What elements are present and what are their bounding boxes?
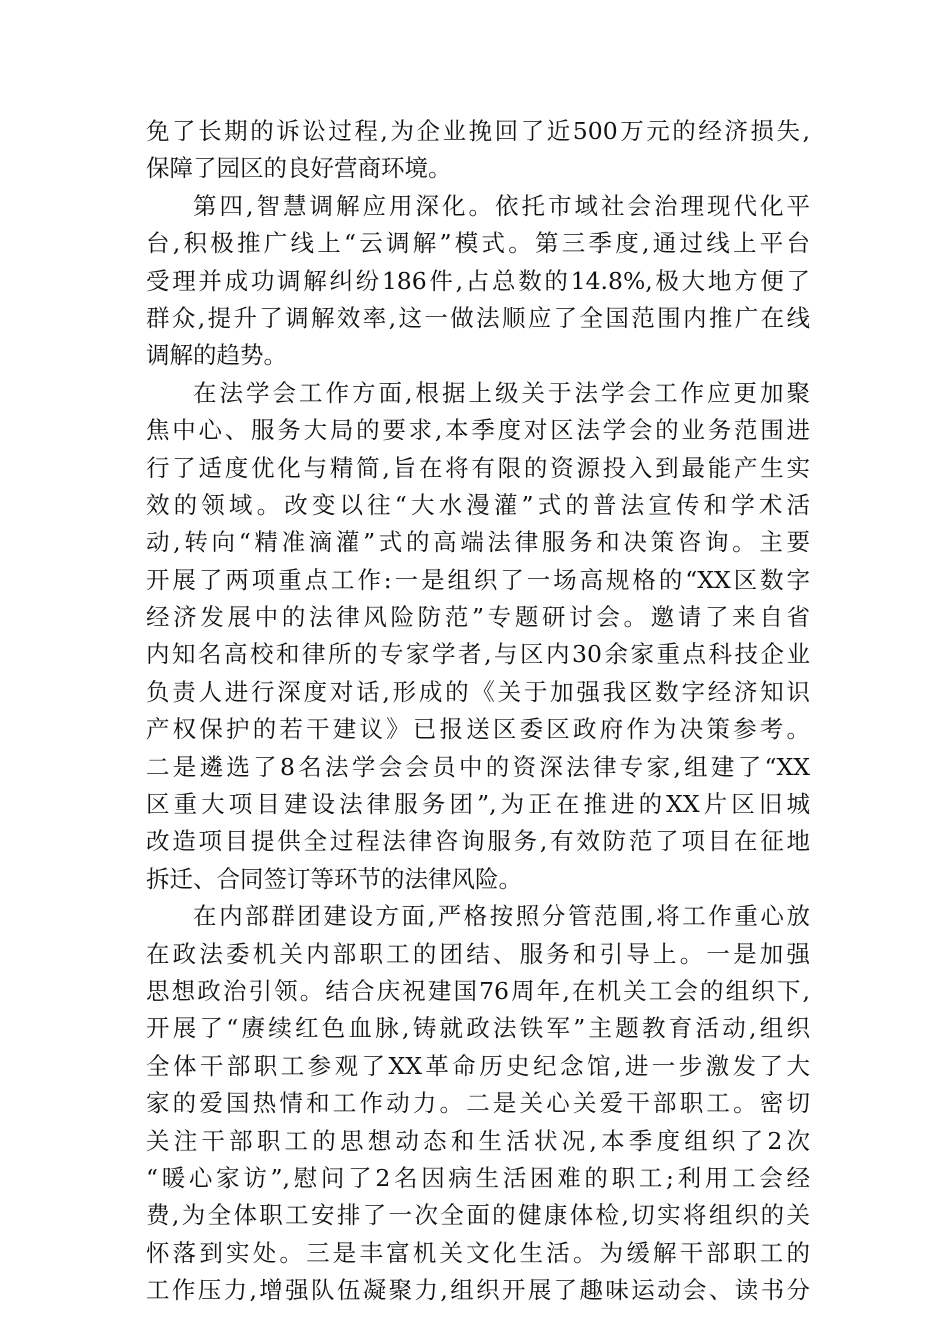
text-line: 全体干部职工参观了XX革命历史纪念馆,进一步激发了大 [146,1051,810,1080]
text-line: 动,转向“精准滴灌”式的高端法律服务和决策咨询。主要 [146,528,810,557]
text-line: “暖心家访”,慰问了2名因病生活困难的职工;利用工会经 [146,1163,810,1192]
text-line: 家的爱国热情和工作动力。二是关心关爱干部职工。密切 [146,1089,810,1118]
text-line: 群众,提升了调解效率,这一做法顺应了全国范围内推广在线 [146,303,810,332]
text-line: 开展了“赓续红色血脉,铸就政法铁军”主题教育活动,组织 [146,1014,810,1043]
text-line: 改造项目提供全过程法律咨询服务,有效防范了项目在征地 [146,827,810,856]
text-line: 关注干部职工的思想动态和生活状况,本季度组织了2次 [146,1126,810,1155]
document-body [146,113,810,1310]
text-line: 效的领域。改变以往“大水漫灌”式的普法宣传和学术活 [146,490,810,519]
text-line: 行了适度优化与精简,旨在将有限的资源投入到最能产生实 [146,453,810,482]
text-line: 思想政治引领。结合庆祝建国76周年,在机关工会的组织下, [146,976,810,1005]
text-line: 拆迁、合同签订等环节的法律风险。 [146,864,522,893]
text-line: 调解的趋势。 [146,341,287,370]
text-line: 经济发展中的法律风险防范”专题研讨会。邀请了来自省 [146,603,810,632]
text-line: 在法学会工作方面,根据上级关于法学会工作应更加聚 [193,378,810,407]
text-line: 二是遴选了8名法学会会员中的资深法律专家,组建了“XX [146,752,810,781]
text-line: 产权保护的若干建议》已报送区委区政府作为决策参考。 [146,715,810,744]
text-line: 在政法委机关内部职工的团结、服务和引导上。一是加强 [146,939,810,968]
text-line: 免了长期的诉讼过程,为企业挽回了近500万元的经济损失, [146,117,810,145]
text-line: 焦中心、服务大局的要求,本季度对区法学会的业务范围进 [146,416,810,445]
text-line: 在内部群团建设方面,严格按照分管范围,将工作重心放 [193,902,810,931]
text-line: 费,为全体职工安排了一次全面的健康体检,切实将组织的关 [146,1201,810,1230]
text-line: 内知名高校和律所的专家学者,与区内30余家重点科技企业 [146,640,810,669]
text-line: 开展了两项重点工作:一是组织了一场高规格的“XX区数字 [146,565,810,594]
text-line: 保障了园区的良好营商环境。 [146,154,452,183]
text-line: 台,积极推广线上“云调解”模式。第三季度,通过线上平台 [146,229,810,258]
text-line: 受理并成功调解纠纷186件,占总数的14.8%,极大地方便了 [146,266,810,295]
text-line: 第四,智慧调解应用深化。依托市域社会治理现代化平 [193,191,810,220]
text-line: 区重大项目建设法律服务团”,为正在推进的XX片区旧城 [146,790,810,819]
text-line: 负责人进行深度对话,形成的《关于加强我区数字经济知识 [146,677,810,706]
text-line: 工作压力,增强队伍凝聚力,组织开展了趣味运动会、读书分 [146,1276,810,1305]
text-line: 怀落到实处。三是丰富机关文化生活。为缓解干部职工的 [146,1238,810,1267]
